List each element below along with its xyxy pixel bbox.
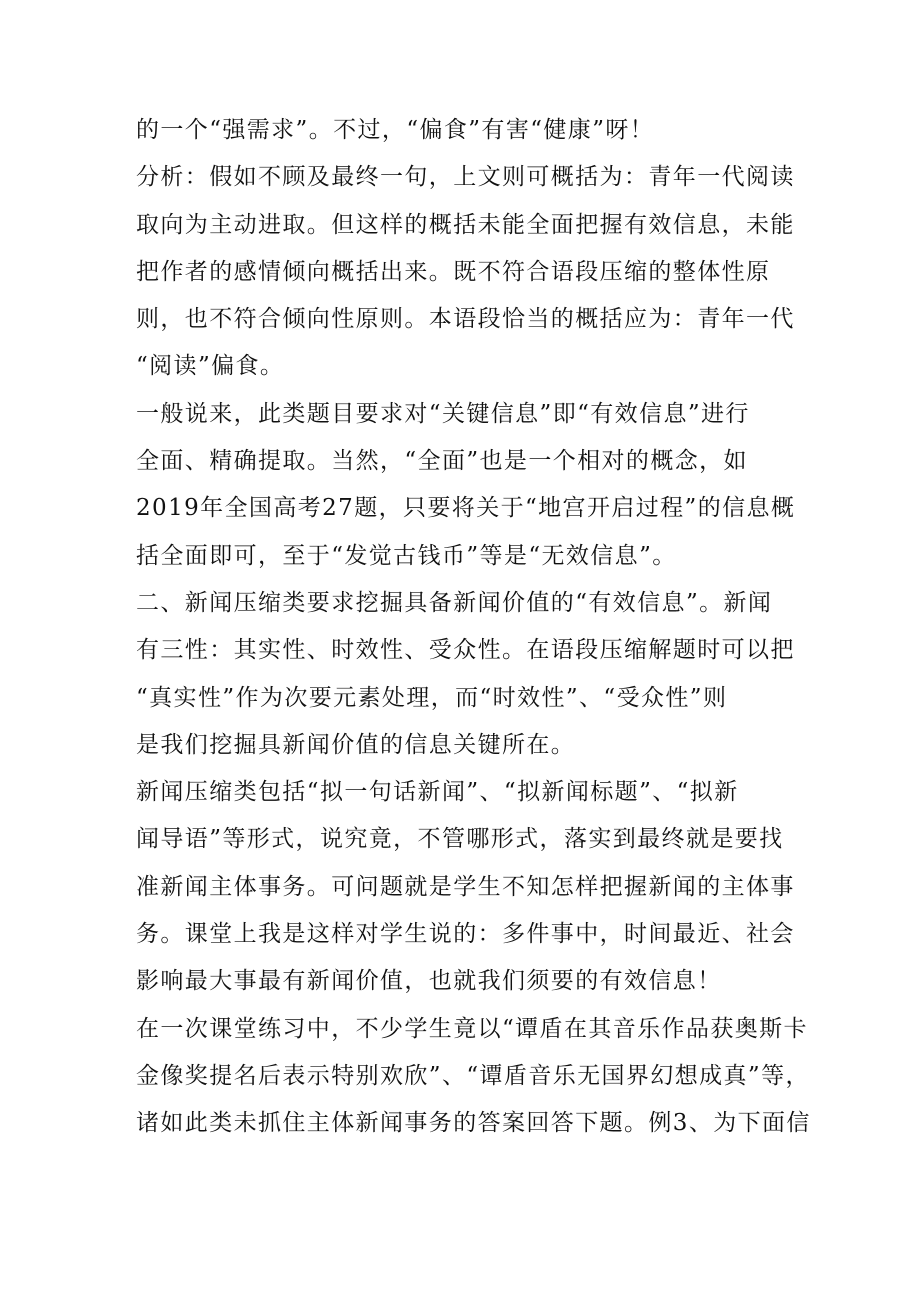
text-line: 把作者的感情倾向概括出来。既不符合语段压缩的整体性原 [136,258,771,285]
text-line: 有三性：其实性、时效性、受众性。在语段压缩解题时可以把 [136,637,795,664]
text-line: 闻导语”等形式，说究竟，不管哪形式，落实到最终就是要找 [136,826,784,853]
document-text-body [136,107,811,1148]
text-line: 的一个“强需求”。不过，“偏食”有害“健康”呀！ [136,117,655,143]
text-line: 准新闻主体事务。可问题就是学生不知怎样把握新闻的主体事 [136,873,795,900]
text-line: 括全面即可，至于“发觉古钱币”等是“无效信息”。 [136,542,677,569]
text-line: 在一次课堂练习中，不少学生竟以“谭盾在其音乐作品获奥斯卡 [136,1015,808,1042]
text-line: “真实性”作为次要元素处理，而“时效性”、“受众性”则 [136,684,728,711]
text-line: 2019年全国高考27题，只要将关于“地宫开启过程”的信息概 [136,495,796,522]
text-line: 新闻压缩类包括“拟一句话新闻”、“拟新闻标题”、“拟新 [136,779,739,806]
text-line: 务。课堂上我是这样对学生说的：多件事中，时间最近、社会 [136,921,795,948]
text-line: 是我们挖掘具新闻价值的信息关键所在。 [136,731,576,758]
text-line: 诸如此类未抓住主体新闻事务的答案回答下题。例3、为下面信 [136,1110,811,1137]
text-line: 一般说来，此类题目要求对“关键信息”即“有效信息”进行 [136,400,750,427]
text-line: 二、新闻压缩类要求挖掘具备新闻价值的“有效信息”。新闻 [136,589,773,616]
text-line: 分析：假如不顾及最终一句，上文则可概括为：青年一代阅读 [136,164,795,191]
text-line: 全面、精确提取。当然，“全面”也是一个相对的概念，如 [136,448,748,475]
text-line: 影响最大事最有新闻价值，也就我们须要的有效信息！ [136,968,722,995]
text-line: “阅读”偏食。 [136,353,285,380]
text-line: 取向为主动进取。但这样的概括未能全面把握有效信息，未能 [136,211,795,238]
text-line: 则，也不符合倾向性原则。本语段恰当的概括应为：青年一代 [136,306,795,333]
text-line: 金像奖提名后表示特别欢欣”、“谭盾音乐无国界幻想成真”等， [136,1062,810,1089]
